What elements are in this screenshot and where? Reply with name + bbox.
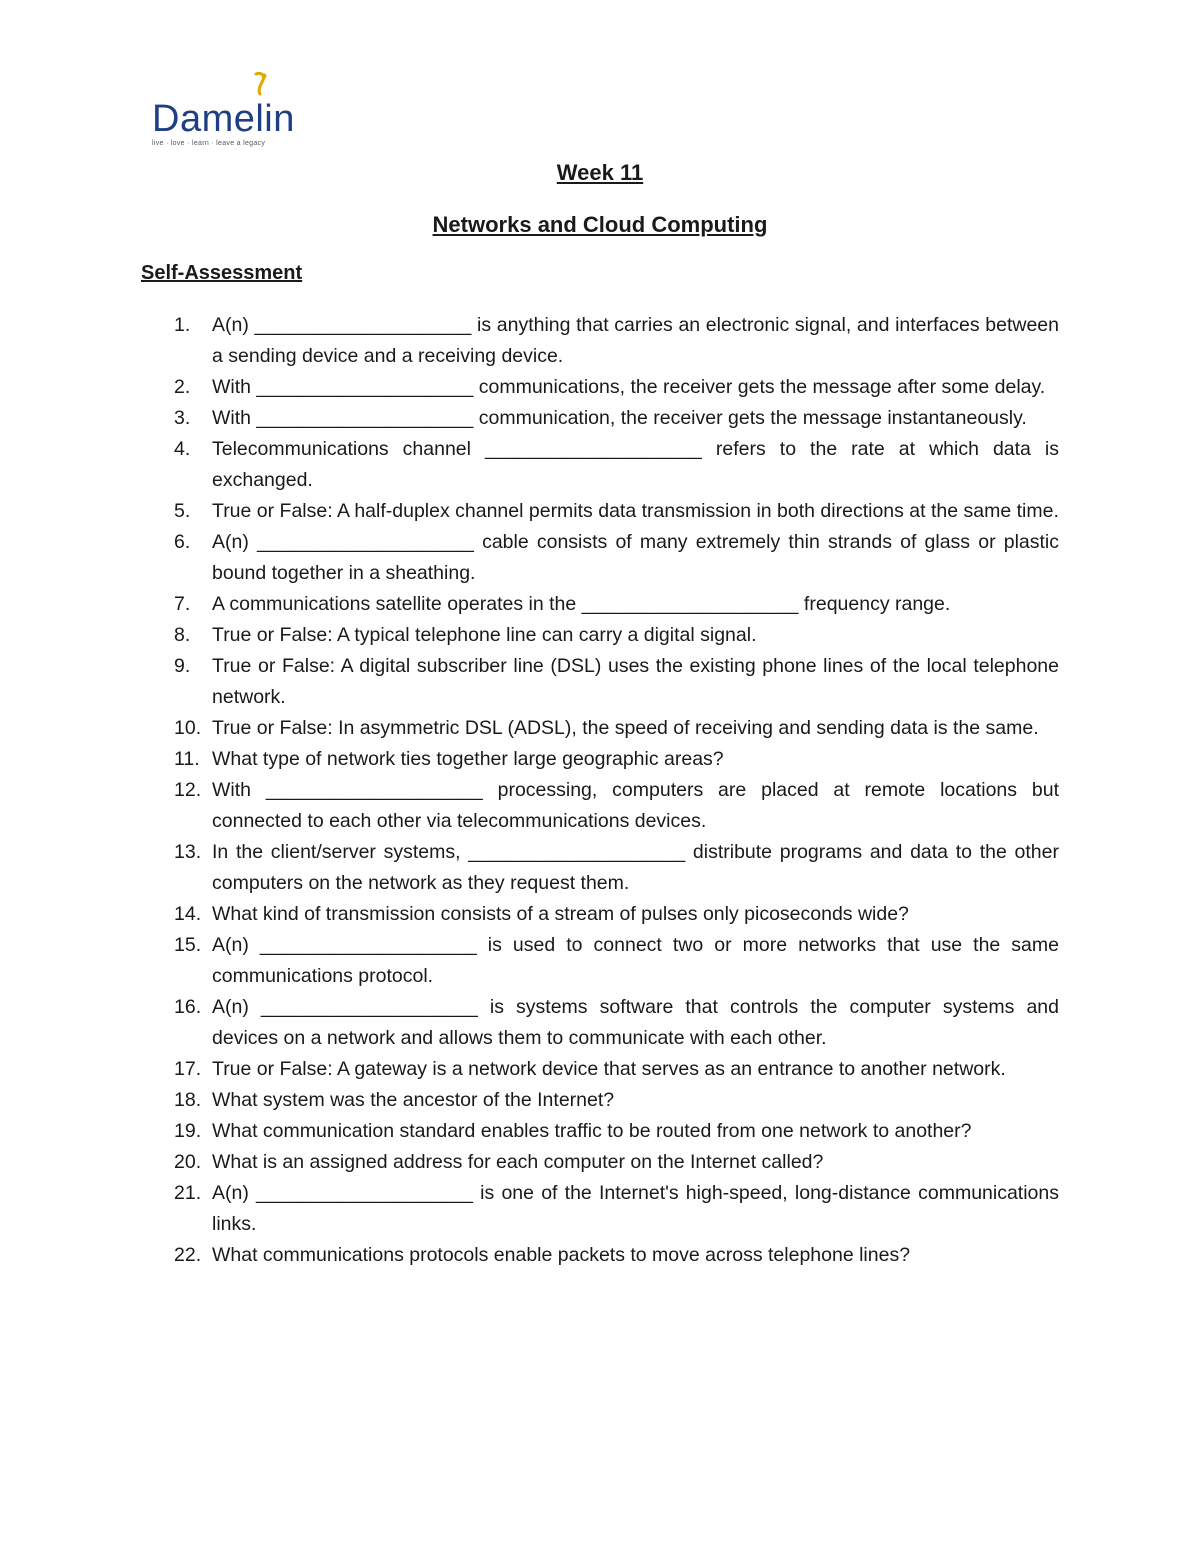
section-title: Self-Assessment (141, 262, 303, 284)
question-text: True or False: A half-duplex channel permits data transmission in both directions at the same time. (212, 500, 1059, 522)
question-item (0, 1116, 1059, 1147)
question-item (0, 744, 1059, 775)
logo-tagline: live · love · learn · leave a legacy (152, 140, 266, 147)
question-text: True or False: A digital subscriber line (DSL) uses the existing phone lines of the local telephone network. (212, 655, 1059, 708)
question-item (0, 620, 1059, 651)
question-text: What system was the ancestor of the Internet? (212, 1089, 615, 1111)
question-item (0, 1178, 1059, 1240)
question-text: A(n) ____________________ is anything that carries an electronic signal, and interfaces between a sending device and a receiving device. (212, 314, 1059, 367)
logo-wordmark: Damelin (152, 98, 295, 140)
question-number: 8. (174, 624, 191, 646)
question-item (0, 1085, 1059, 1116)
question-item (0, 837, 1059, 899)
question-text: What communications protocols enable packets to move across telephone lines? (212, 1244, 911, 1266)
question-item (0, 527, 1059, 589)
question-item (0, 403, 1059, 434)
question-number: 21. (174, 1182, 202, 1204)
question-list (0, 310, 1200, 1271)
question-text: In the client/server systems, ____________________ distribute programs and data to the other computers on the network as they request them. (212, 841, 1059, 894)
question-number: 18. (174, 1089, 202, 1111)
question-text: With ____________________ communication, the receiver gets the message instantaneously. (212, 407, 1027, 429)
question-number: 1. (174, 314, 191, 336)
question-text: A(n) ____________________ is one of the Internet's high-speed, long-distance communications links. (212, 1182, 1059, 1235)
question-number: 4. (174, 438, 191, 460)
question-text: With ____________________ processing, computers are placed at remote locations but connected to each other via telecommunications devices. (212, 779, 1059, 832)
question-number: 19. (174, 1120, 202, 1142)
question-item (0, 1240, 1059, 1271)
question-item (0, 775, 1059, 837)
question-number: 12. (174, 779, 202, 801)
question-text: A communications satellite operates in the ____________________ frequency range. (212, 593, 951, 615)
question-number: 16. (174, 996, 202, 1018)
question-number: 10. (174, 717, 202, 739)
question-number: 17. (174, 1058, 202, 1080)
question-item (0, 930, 1059, 992)
question-item (0, 899, 1059, 930)
question-text: True or False: A typical telephone line can carry a digital signal. (212, 624, 757, 646)
question-item (0, 310, 1059, 372)
question-text: What is an assigned address for each computer on the Internet called? (212, 1151, 824, 1173)
question-item (0, 496, 1059, 527)
question-text: A(n) ____________________ cable consists of many extremely thin strands of glass or plastic bound together in a sheathing. (212, 531, 1059, 584)
question-item (0, 589, 1059, 620)
question-text: What type of network ties together large geographic areas? (212, 748, 724, 770)
question-item (0, 1147, 1059, 1178)
question-item (0, 434, 1059, 496)
week-title: Week 11 (556, 160, 644, 185)
question-text: True or False: In asymmetric DSL (ADSL), the speed of receiving and sending data is the same. (212, 717, 1039, 739)
question-text: True or False: A gateway is a network device that serves as an entrance to another network. (212, 1058, 1006, 1080)
question-item (0, 992, 1059, 1054)
question-item (0, 651, 1059, 713)
question-number: 5. (174, 500, 191, 522)
question-number: 13. (174, 841, 202, 863)
damelin-logo (148, 68, 308, 152)
question-number: 7. (174, 593, 191, 615)
question-item (0, 713, 1059, 744)
question-text: What communication standard enables traffic to be routed from one network to another? (212, 1120, 972, 1142)
question-number: 11. (174, 748, 200, 770)
question-item (0, 1054, 1059, 1085)
question-number: 9. (174, 655, 191, 677)
question-number: 14. (174, 903, 202, 925)
question-text: What kind of transmission consists of a stream of pulses only picoseconds wide? (212, 903, 909, 925)
question-number: 22. (174, 1244, 202, 1266)
question-item (0, 372, 1059, 403)
question-text: With ____________________ communications, the receiver gets the message after some delay. (212, 376, 1046, 398)
question-number: 15. (174, 934, 202, 956)
question-number: 3. (174, 407, 191, 429)
question-number: 2. (174, 376, 191, 398)
question-number: 20. (174, 1151, 202, 1173)
question-text: Telecommunications channel ____________________ refers to the rate at which data is exchanged. (212, 438, 1059, 491)
question-text: A(n) ____________________ is used to connect two or more networks that use the same communications protocol. (212, 934, 1059, 987)
question-text: A(n) ____________________ is systems software that controls the computer systems and devices on a network and allows them to communicate with each other. (212, 996, 1059, 1049)
question-number: 6. (174, 531, 191, 553)
topic-title: Networks and Cloud Computing (432, 212, 768, 237)
